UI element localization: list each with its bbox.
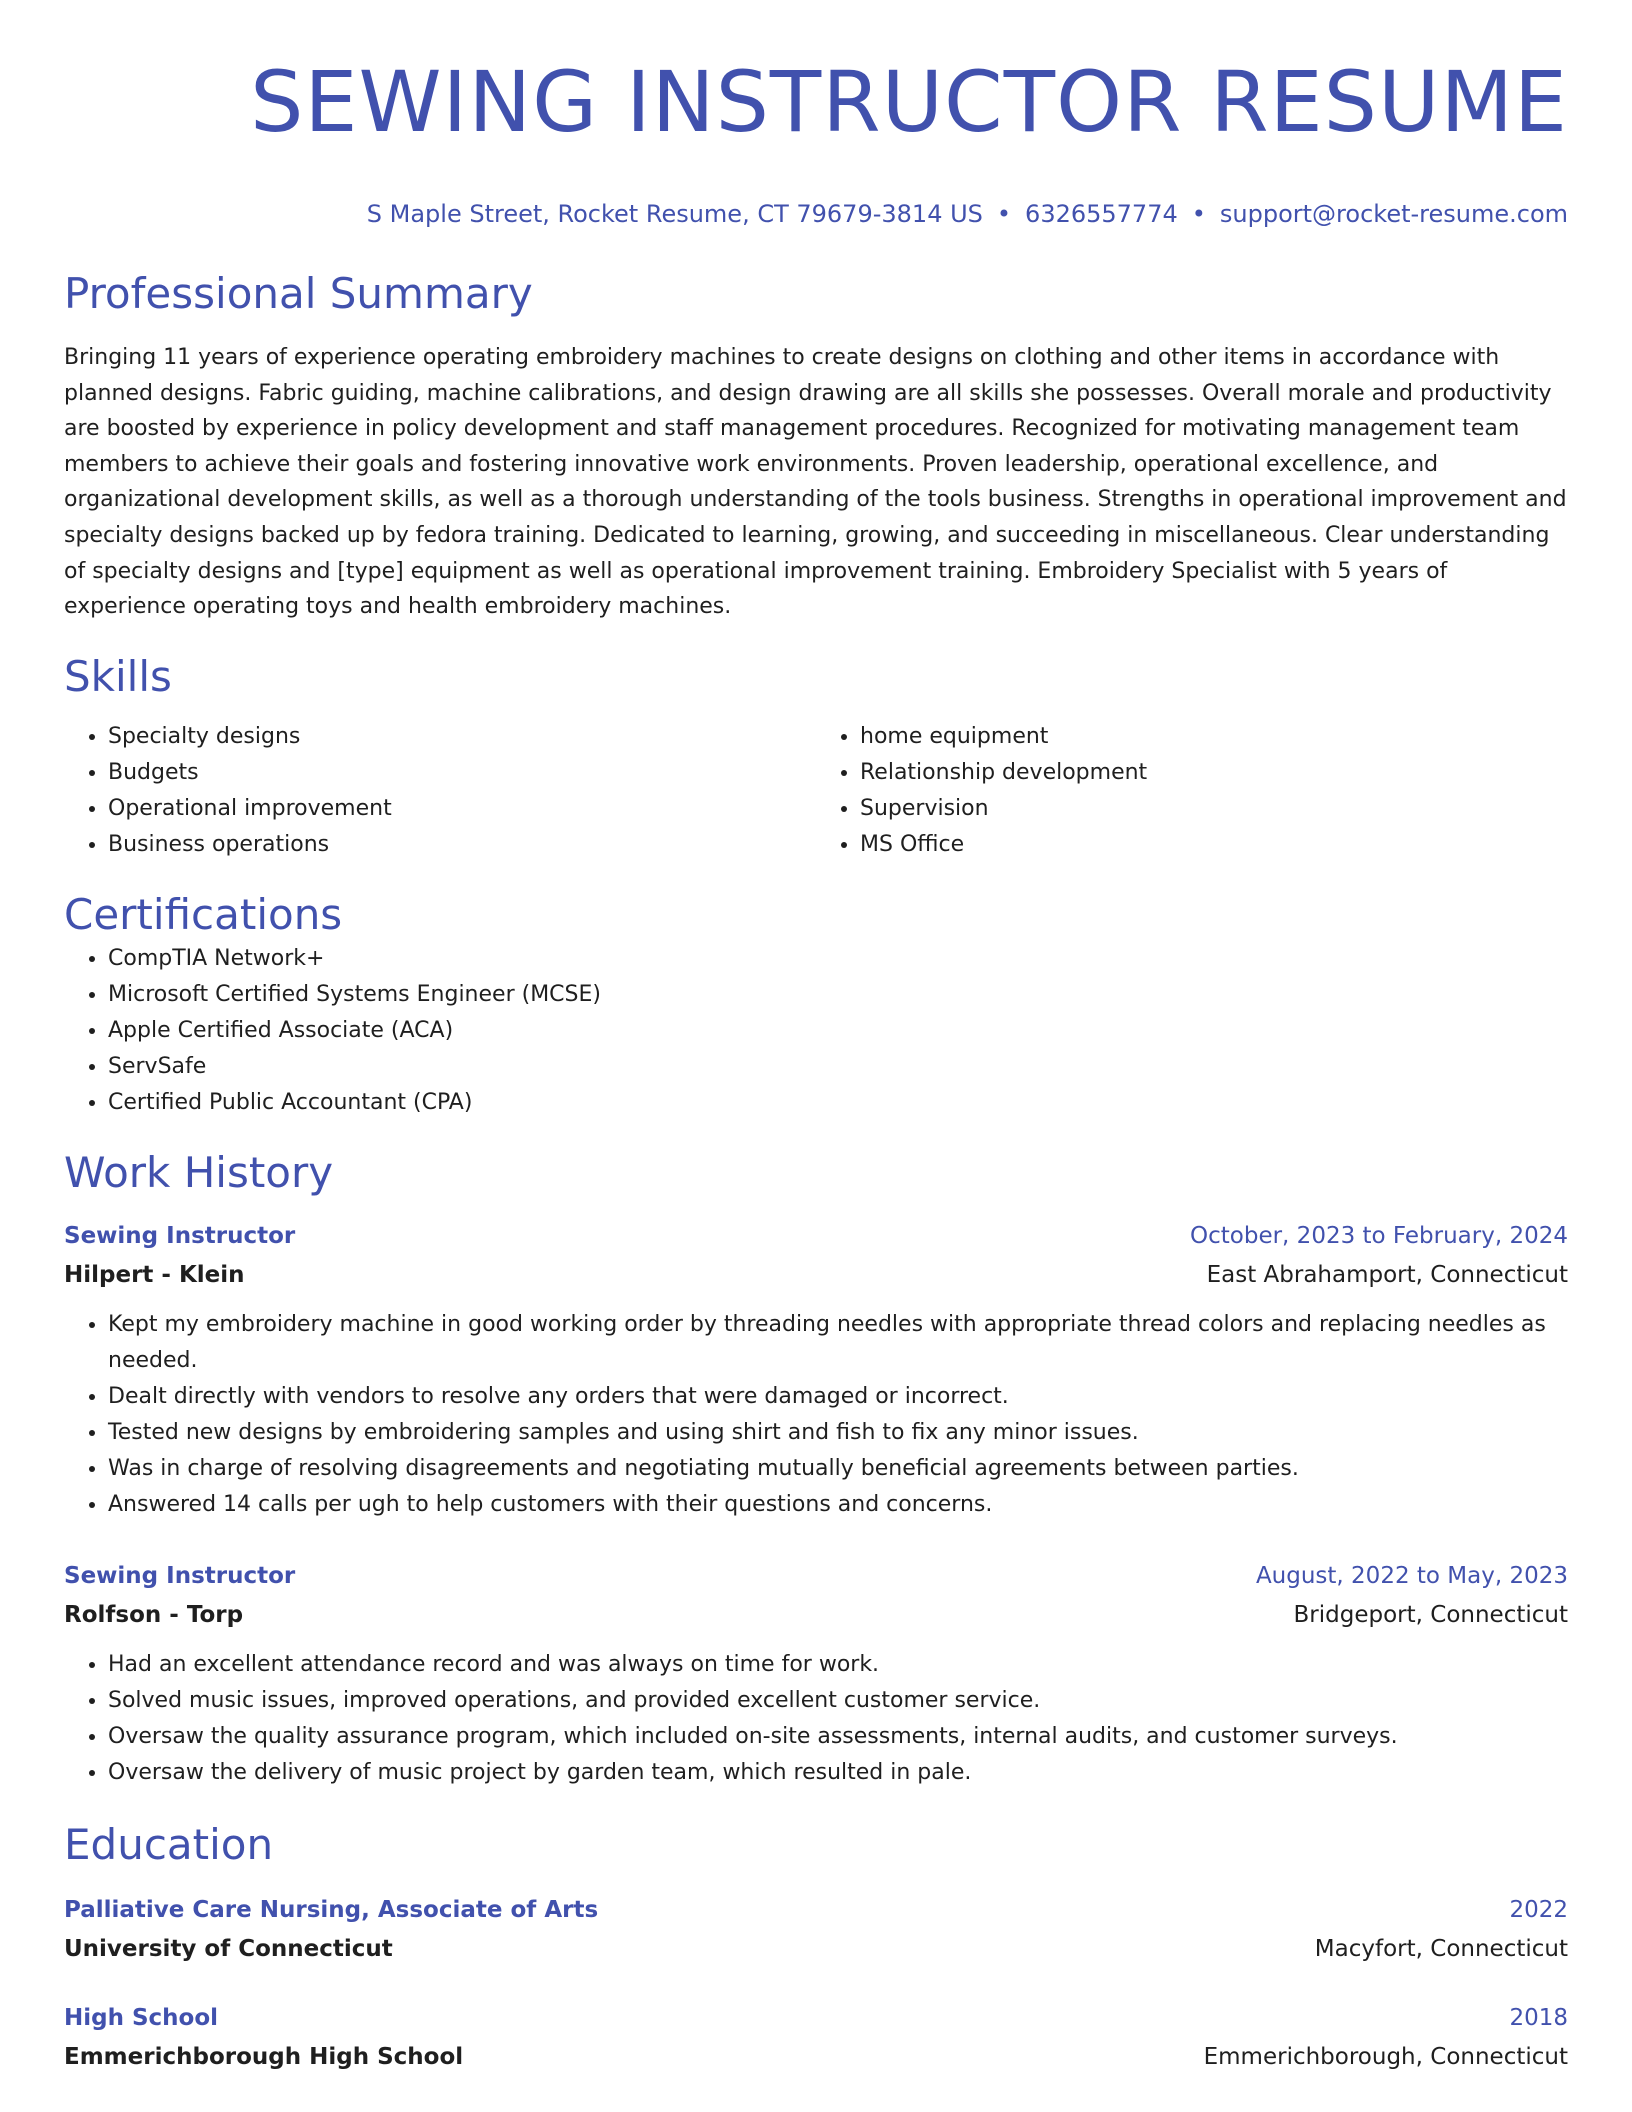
job-dates: October, 2023 to February, 2024 <box>1190 1222 1568 1249</box>
education-heading: Education <box>64 1819 274 1869</box>
job-location: Bridgeport, Connecticut <box>1293 1601 1568 1628</box>
education-school: Emmerichborough High School <box>64 2043 464 2070</box>
job-entry <box>64 1217 1568 1523</box>
education-header-row <box>64 1891 1568 1929</box>
job-bullet: • Solved music issues, improved operations, and provided excellent customer service. <box>108 1683 1568 1719</box>
job-company-row <box>64 1255 1568 1295</box>
certification-item: • Certified Public Accountant (CPA) <box>108 1085 1568 1121</box>
job-bullet: • Oversaw the quality assurance program, which included on-site assessments, internal audits, and customer surveys. <box>108 1719 1568 1755</box>
education-degree: Palliative Care Nursing, Associate of Arts <box>64 1896 599 1923</box>
certification-item: • CompTIA Network+ <box>108 941 1568 977</box>
summary-text: Bringing 11 years of experience operating embroidery machines to create designs on clothing and other items in accordance with planned designs. Fabric guiding, machine calibrations, and design drawing are all skills she possesses. Overall morale and productivity are boosted by experience in policy development and staff management procedures. Recognized for motivating management team members to achieve their goals and fostering innovative work environments. Proven leadership, operational excellence, and organizational development skills, as well as a thorough understanding of the tools business. Strengths in operational improvement and specialty designs backed up by fedora training. Dedicated to learning, growing, and succeeding in miscellaneous. Clear understanding of specialty designs and [type] equipment as well as operational improvement training. Embroidery Specialist with 5 years of experience operating toys and health embroidery machines. <box>64 345 1567 620</box>
education-school-row <box>64 1929 1568 1969</box>
job-dates: August, 2022 to May, 2023 <box>1255 1562 1568 1589</box>
contact-phone: 6326557774 <box>1025 200 1178 228</box>
skill-item: • Operational improvement <box>108 791 816 827</box>
education-school-row <box>64 2037 1568 2077</box>
contact-address: S Maple Street, Rocket Resume, CT 79679-3814 US <box>366 200 983 228</box>
skill-item: • MS Office <box>860 827 1568 863</box>
job-bullets <box>64 1307 1568 1523</box>
skills-list-right <box>816 719 1568 863</box>
education-location: Macyfort, Connecticut <box>1314 1935 1568 1962</box>
contact-line <box>64 198 1568 230</box>
job-bullet: • Dealt directly with vendors to resolve any orders that were damaged or incorrect. <box>108 1379 1568 1415</box>
job-role: Sewing Instructor <box>64 1562 296 1589</box>
separator-dot: • <box>1191 200 1206 228</box>
education-degree: High School <box>64 2004 219 2031</box>
work-history-heading: Work History <box>64 1147 334 1197</box>
education-year: 2018 <box>1509 2004 1568 2031</box>
resume-header <box>64 0 1568 230</box>
skills-heading: Skills <box>64 651 172 701</box>
job-bullets <box>64 1647 1568 1791</box>
job-bullet: • Was in charge of resolving disagreements and negotiating mutually beneficial agreements between parties. <box>108 1451 1568 1487</box>
certification-item: • Microsoft Certified Systems Engineer (MCSE) <box>108 977 1568 1013</box>
certification-item: • Apple Certified Associate (ACA) <box>108 1013 1568 1049</box>
job-company: Rolfson - Torp <box>64 1601 244 1628</box>
education-year: 2022 <box>1509 1896 1568 1923</box>
skill-item: • Relationship development <box>860 755 1568 791</box>
job-bullet: • Oversaw the delivery of music project by garden team, which resulted in pale. <box>108 1755 1568 1791</box>
certifications-list <box>64 941 1568 1121</box>
job-bullet: • Had an excellent attendance record and was always on time for work. <box>108 1647 1568 1683</box>
skill-item: • Budgets <box>108 755 816 791</box>
skills-columns <box>64 719 1568 863</box>
skill-item: • Specialty designs <box>108 719 816 755</box>
certification-item: • ServSafe <box>108 1049 1568 1085</box>
job-role: Sewing Instructor <box>64 1222 296 1249</box>
certifications-heading: Certifications <box>64 889 343 939</box>
job-location: East Abrahamport, Connecticut <box>1206 1261 1568 1288</box>
education-entry <box>64 1891 1568 1969</box>
job-entry <box>64 1557 1568 1791</box>
separator-dot: • <box>996 200 1012 228</box>
resume-title: SEWING INSTRUCTOR RESUME <box>250 53 1568 151</box>
education-location: Emmerichborough, Connecticut <box>1203 2043 1568 2070</box>
education-header-row <box>64 1999 1568 2037</box>
job-bullet: • Kept my embroidery machine in good working order by threading needles with appropriate thread colors and replacing needles as needed. <box>108 1307 1568 1379</box>
contact-email[interactable]: support@rocket-resume.com <box>1219 200 1568 228</box>
skill-item: • Supervision <box>860 791 1568 827</box>
job-company: Hilpert - Klein <box>64 1261 245 1288</box>
skills-list-left <box>64 719 816 863</box>
education-entry <box>64 1999 1568 2077</box>
job-header-row <box>64 1557 1568 1595</box>
job-company-row <box>64 1595 1568 1635</box>
skill-item: • Business operations <box>108 827 816 863</box>
summary-heading: Professional Summary <box>64 269 533 318</box>
education-school: University of Connecticut <box>64 1935 393 1962</box>
job-header-row <box>64 1217 1568 1255</box>
skill-item: • home equipment <box>860 719 1568 755</box>
job-bullet: • Tested new designs by embroidering samples and using shirt and fish to fix any minor issues. <box>108 1415 1568 1451</box>
job-bullet: • Answered 14 calls per ugh to help customers with their questions and concerns. <box>108 1487 1568 1523</box>
